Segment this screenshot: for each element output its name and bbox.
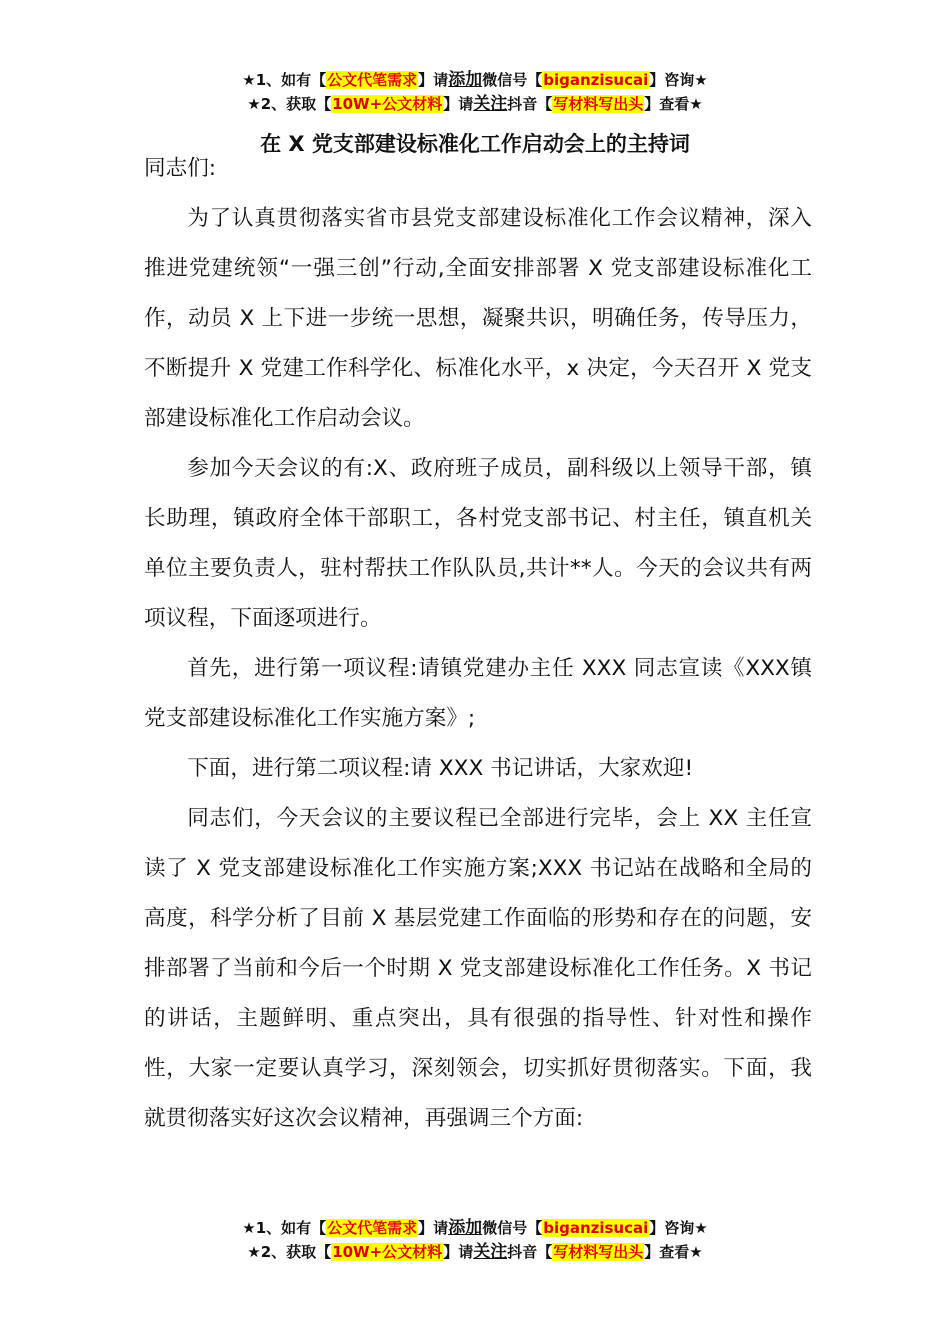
banner-text: 】请 (418, 71, 449, 89)
banner-text: 】咨询★ (649, 71, 708, 89)
banner-line-1 (0, 1216, 950, 1240)
banner-text: 】请 (418, 1219, 449, 1237)
banner-text: 】请 (443, 1243, 474, 1261)
banner-text: 微信号【 (482, 1219, 543, 1237)
banner-text: 抖音【 (507, 95, 553, 113)
salutation: 同志们: (144, 156, 217, 181)
banner-underlined: 关注 (473, 94, 508, 114)
banner-line-1 (0, 68, 950, 92)
header-banner (0, 68, 950, 116)
banner-text: 】请 (443, 95, 474, 113)
paragraph-5: 同志们，今天会议的主要议程已全部进行完毕，会上 XX 主任宣读了 X 党支部建设标准化工作实施方案;XXX 书记站在战略和全局的高度，科学分析了目前 X 基层党建工作面临的形势和存在的问题，安排部署了当前和今后一个时期 X 党支部建设标准化工作任务。X 书记的讲话，主题鲜明、重点突出，具有很强的指导性、针对性和操作性，大家一定要认真学习，深刻领会，切实抓好贯彻落实。下面，我就贯彻落实好这次会议精神，再强调三个方面: (144, 806, 812, 1131)
banner-highlight: biganzisucai (543, 71, 649, 89)
banner-highlight: 公文代笔需求 (327, 1219, 418, 1237)
banner-text: 微信号【 (482, 71, 543, 89)
paragraph-4: 下面，进行第二项议程:请 XXX 书记讲话，大家欢迎! (187, 756, 694, 781)
banner-text: 抖音【 (507, 1243, 553, 1261)
banner-highlight: 10W+公文材料 (332, 95, 443, 113)
banner-highlight: 公文代笔需求 (327, 71, 418, 89)
banner-line-2 (0, 1240, 950, 1264)
banner-underlined: 添加 (448, 1218, 483, 1238)
paragraph-2: 参加今天会议的有:X、政府班子成员，副科级以上领导干部，镇长助理，镇政府全体干部职工，各村党支部书记、村主任，镇直机关单位主要负责人，驻村帮扶工作队队员,共计**人。今天的会议共有两项议程，下面逐项进行。 (144, 456, 812, 631)
paragraph-3: 首先，进行第一项议程:请镇党建办主任 XXX 同志宣读《XXX镇党支部建设标准化工作实施方案》; (144, 656, 812, 731)
banner-underlined: 关注 (473, 1242, 508, 1262)
banner-highlight: 写材料写出头 (553, 95, 644, 113)
banner-underlined: 添加 (448, 70, 483, 90)
banner-highlight: 10W+公文材料 (332, 1243, 443, 1261)
banner-text: ★1、如有【 (242, 1219, 327, 1237)
document-body (144, 144, 812, 1144)
banner-text: ★2、获取【 (247, 95, 332, 113)
banner-text: ★1、如有【 (242, 71, 327, 89)
document-title: 在 X 党支部建设标准化工作启动会上的主持词 (260, 132, 690, 156)
banner-text: 】查看★ (644, 95, 703, 113)
banner-line-2 (0, 92, 950, 116)
paragraph-1: 为了认真贯彻落实省市县党支部建设标准化工作会议精神，深入推进党建统领“一强三创”行动,全面安排部署 X 党支部建设标准化工作，动员 X 上下进一步统一思想，凝聚共识，明确任务，传导压力，不断提升 X 党建工作科学化、标准化水平，x 决定，今天召开 X 党支部建设标准化工作启动会议。 (144, 206, 812, 431)
banner-text: ★2、获取【 (247, 1243, 332, 1261)
footer-banner (0, 1216, 950, 1264)
banner-text: 】咨询★ (649, 1219, 708, 1237)
banner-highlight: 写材料写出头 (553, 1243, 644, 1261)
banner-highlight: biganzisucai (543, 1219, 649, 1237)
banner-text: 】查看★ (644, 1243, 703, 1261)
